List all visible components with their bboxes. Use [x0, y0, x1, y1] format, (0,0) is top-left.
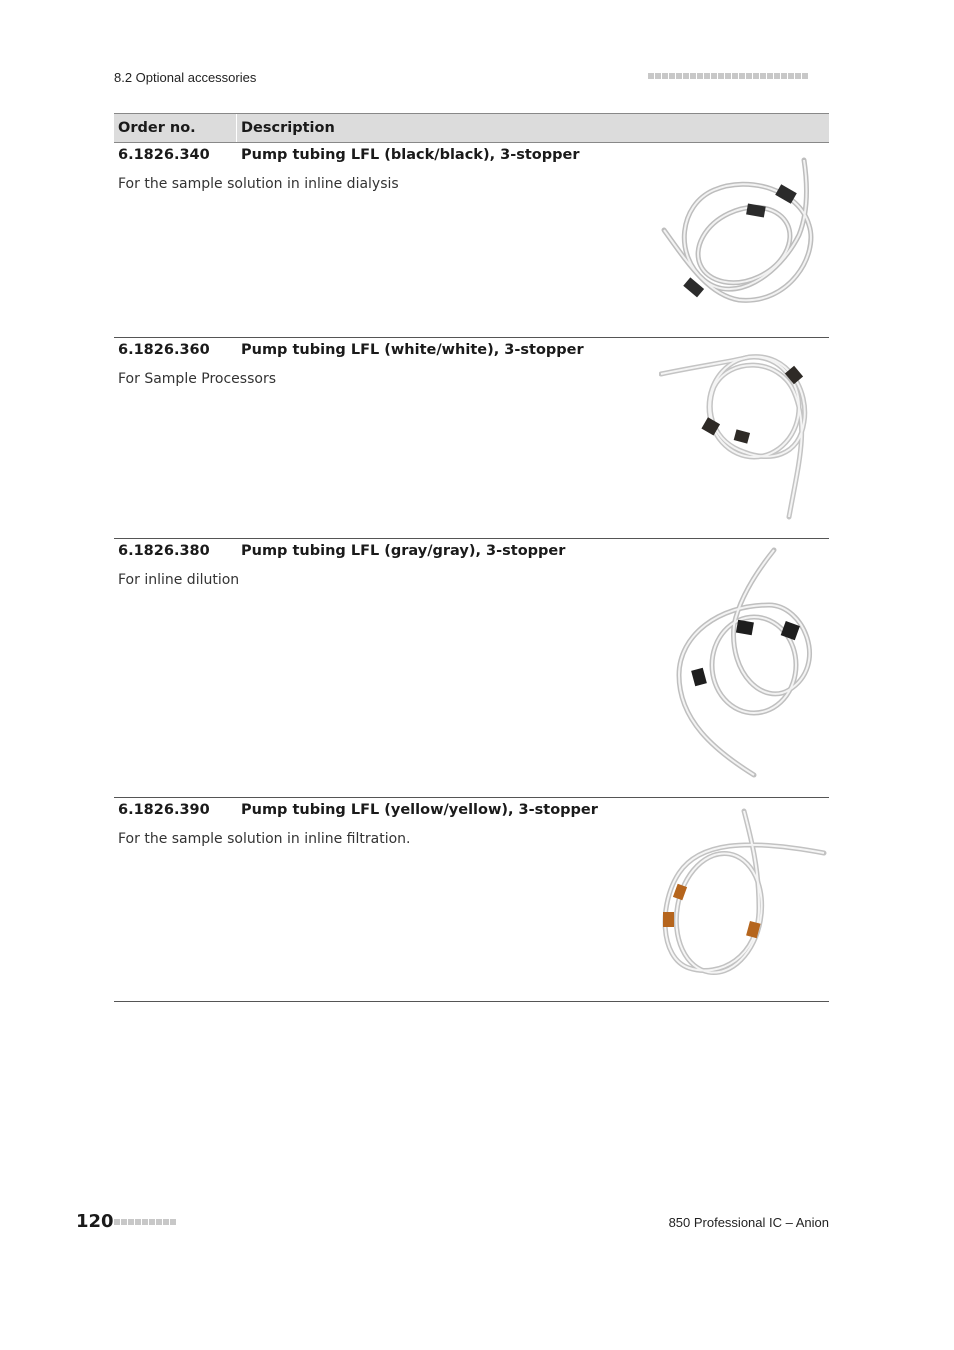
table-row — [114, 338, 829, 539]
table-row — [114, 539, 829, 798]
item-title: Pump tubing LFL (black/black), 3-stopper — [241, 147, 580, 163]
decorative-square — [732, 73, 738, 79]
decorative-square — [760, 73, 766, 79]
decorative-square — [704, 73, 710, 79]
decorative-square — [795, 73, 801, 79]
decorative-square — [718, 73, 724, 79]
coiled-tubing-icon — [659, 808, 829, 980]
table-row — [114, 798, 829, 1002]
decorative-square — [135, 1219, 141, 1225]
decorative-square — [725, 73, 731, 79]
accessories-table — [114, 113, 829, 1002]
item-title: Pump tubing LFL (gray/gray), 3-stopper — [241, 543, 566, 559]
decorative-square — [655, 73, 661, 79]
decorative-square — [669, 73, 675, 79]
table-header — [114, 113, 829, 143]
item-title: Pump tubing LFL (yellow/yellow), 3-stopper — [241, 802, 598, 818]
item-description: For Sample Processors — [118, 371, 276, 387]
decorative-square — [149, 1219, 155, 1225]
running-footer-product: 850 Professional IC – Anion — [668, 1215, 829, 1230]
footer-decorative-squares — [114, 1219, 176, 1225]
decorative-square — [170, 1219, 176, 1225]
decorative-square — [163, 1219, 169, 1225]
decorative-square — [802, 73, 808, 79]
coiled-tubing-icon — [659, 545, 829, 780]
decorative-square — [711, 73, 717, 79]
coiled-tubing-icon — [659, 155, 829, 315]
running-header-section: 8.2 Optional accessories — [114, 70, 257, 85]
decorative-square — [781, 73, 787, 79]
page-number: 120 — [76, 1211, 114, 1232]
decorative-square — [128, 1219, 134, 1225]
order-number: 6.1826.360 — [118, 342, 210, 358]
decorative-square — [114, 1219, 120, 1225]
decorative-square — [156, 1219, 162, 1225]
decorative-square — [676, 73, 682, 79]
decorative-square — [142, 1219, 148, 1225]
decorative-square — [746, 73, 752, 79]
decorative-square — [662, 73, 668, 79]
decorative-square — [767, 73, 773, 79]
column-header-order-no: Order no. — [114, 114, 237, 142]
decorative-square — [648, 73, 654, 79]
decorative-square — [690, 73, 696, 79]
item-title: Pump tubing LFL (white/white), 3-stopper — [241, 342, 584, 358]
decorative-square — [683, 73, 689, 79]
item-description: For the sample solution in inline filtration. — [118, 831, 411, 847]
item-description: For the sample solution in inline dialysis — [118, 176, 399, 192]
decorative-square — [788, 73, 794, 79]
header-decorative-squares — [648, 73, 808, 79]
coiled-tubing-icon — [659, 352, 829, 522]
decorative-square — [739, 73, 745, 79]
order-number: 6.1826.380 — [118, 543, 210, 559]
column-header-description: Description — [241, 120, 335, 136]
decorative-square — [774, 73, 780, 79]
decorative-square — [121, 1219, 127, 1225]
order-number: 6.1826.340 — [118, 147, 210, 163]
table-row — [114, 143, 829, 338]
decorative-square — [697, 73, 703, 79]
order-number: 6.1826.390 — [118, 802, 210, 818]
decorative-square — [753, 73, 759, 79]
item-description: For inline dilution — [118, 572, 240, 588]
